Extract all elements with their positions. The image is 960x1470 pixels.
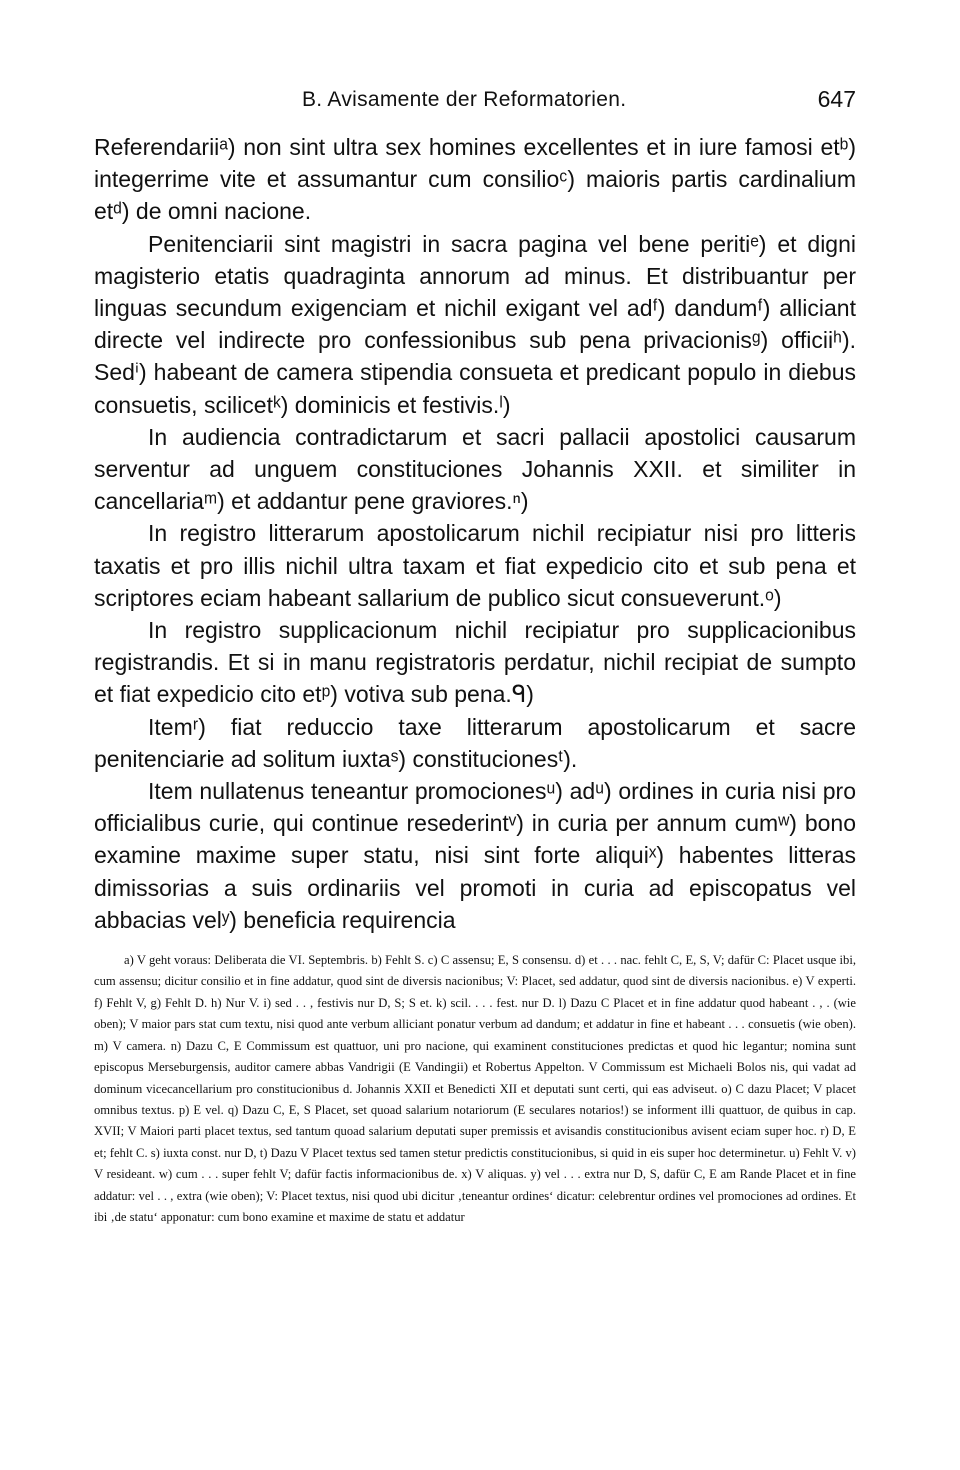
paragraph-promociones: Item nullatenus teneantur promocionesᵘ) adᵘ) ordines in curia nisi pro officialibus curie, qui continue resederintᵛ) in curia per annum cumʷ) bono examine maxime super statu, nisi sint forte aliquiˣ) habentes litteras dimissorias a suis ordinariis vel promoti in curia ad episcopatus vel abbacias velʸ) beneficia requirencia [94,778,856,933]
running-head: B. Avisamente der Reformatorien. [302,88,627,111]
page-number: 647 [817,86,856,112]
paragraph-registro-litterarum: In registro litterarum apostolicarum nichil recipiatur nisi pro litteris taxatis et pro illis nichil ultra taxam et fiat expedicio cito et sub pena et scriptores eciam habeant sallarium de publico sicut consueverunt.ᵒ) [94,520,856,611]
paragraph-penitenciarii: Penitenciarii sint magistri in sacra pagina vel bene peritiᵉ) et digni magisterio etatis quadraginta annorum ad minus. Et distribuantur per linguas secundum exigenciam et nichil exigant vel adᶠ) dandumᶠ) alliciant directe vel indirecte pro confessionibus sub pena privacionisᵍ) officiiʰ). Sedⁱ) habeant de camera stipendia consueta et predicant populo in diebus consuetis, scilicetᵏ) dominicis et festivis.ˡ) [94,230,856,418]
paragraph-audiencia: In audiencia contradictarum et sacri pallacii apostolici causarum serventur ad unguem constituciones Johannis XXII. et similiter in cancellariaᵐ) et addantur pene graviores.ⁿ) [94,423,856,515]
main-text [94,131,856,936]
book-page [94,80,856,1228]
page-header [94,80,856,124]
paragraph-referendarii: Referendariiᵃ) non sint ultra sex homines excellentes et in iure famosi etᵇ) integerrime vite et assumantur cum consilioᶜ) maioris partis cardinalium etᵈ) de omni nacione. [94,134,856,225]
paragraph-reduccio-taxe: Itemʳ) fiat reduccio taxe litterarum apostolicarum et sacre penitenciarie ad solitum iuxtaˢ) constitucionesᵗ). [94,713,856,772]
paragraph-registro-supplicacionum: In registro supplicacionum nichil recipiatur pro supplicacionibus registrandis. Et si in manu registratoris perdatur, nichil recipiat de sumpto et fiat expedicio cito etᵖ) votiva sub pena.ᑫ) [94,617,856,708]
footnotes [94,950,856,1228]
footnotes-text: a) V geht voraus: Deliberata die VI. Septembris. b) Fehlt S. c) C assensu; E, S consensu. d) et . . . nac. fehlt C, E, S, V; dafür C: Placet usque ibi, cum assensu; dicitur consilio et in fine addatur, quod sint de diversis nacionibus; V: Placet, sed addatur, quod sint de diversis nacionibus. e) V experti. f) Fehlt V, g) Fehlt D. h) Nur V. i) sed . . , festivis nur D, S; S et. k) scil. . . . fest. nur D. l) Dazu C Placet et in fine addatur quod habeant . , . (wie oben); V maior pars stat cum textu, nisi quod ante verbum alliciant ponatur verbum ad dandum; et addatur in fine et habeant . . . consuetis (wie oben). m) V camera. n) Dazu C, E Commissum est quattuor, uni pro nacione, qui examinent constituciones predictas et quod hic legantur; nomina sunt episcopus Merseburgensis, auditor camere abbas Vandrigii (E Vandingii) et Robertus Appelton. V Commissum est Michaeli Bolos nis, qui vadat ad dominum vicecancellarium pro constitucionibus d. Johannis XXII et Benedicti XII et deputati sunt certi, qui eas adviseut. o) C dazu Placet; V placet omnibus textus. p) E vel. q) Dazu C, E, S Placet, set quoad salarium notariorum (E seculares notarios!) se informent illi quattuor, de quibus in cap. XVII; V Maiori parti placet textus, sed tantum quoad salarium deputati super premissis et avisandis constitucionibus avisent eciam super hoc. r) D, E et; fehlt C. s) iuxta const. nur D, t) Dazu V Placet textus sed tamen stetur predictis constitucionibus, si quid in eis super hoc determinetur. u) Fehlt V. v) V resideant. w) cum . . . super fehlt V; dafür factis informacionibus de. x) V aliquas. y) vel . . . extra nur D, S, dafür C, E am Rande Placet et in fine addatur: vel . . , extra (wie oben); V: Placet textus, nisi quod ubi dicitur ‚teneantur ordines‘ dicatur: celebrentur ordines vel promociones ad ordines. Et ibi ‚de statu‘ apponatur: cum bono examine et maxime de statu et addatur [94,953,856,1224]
